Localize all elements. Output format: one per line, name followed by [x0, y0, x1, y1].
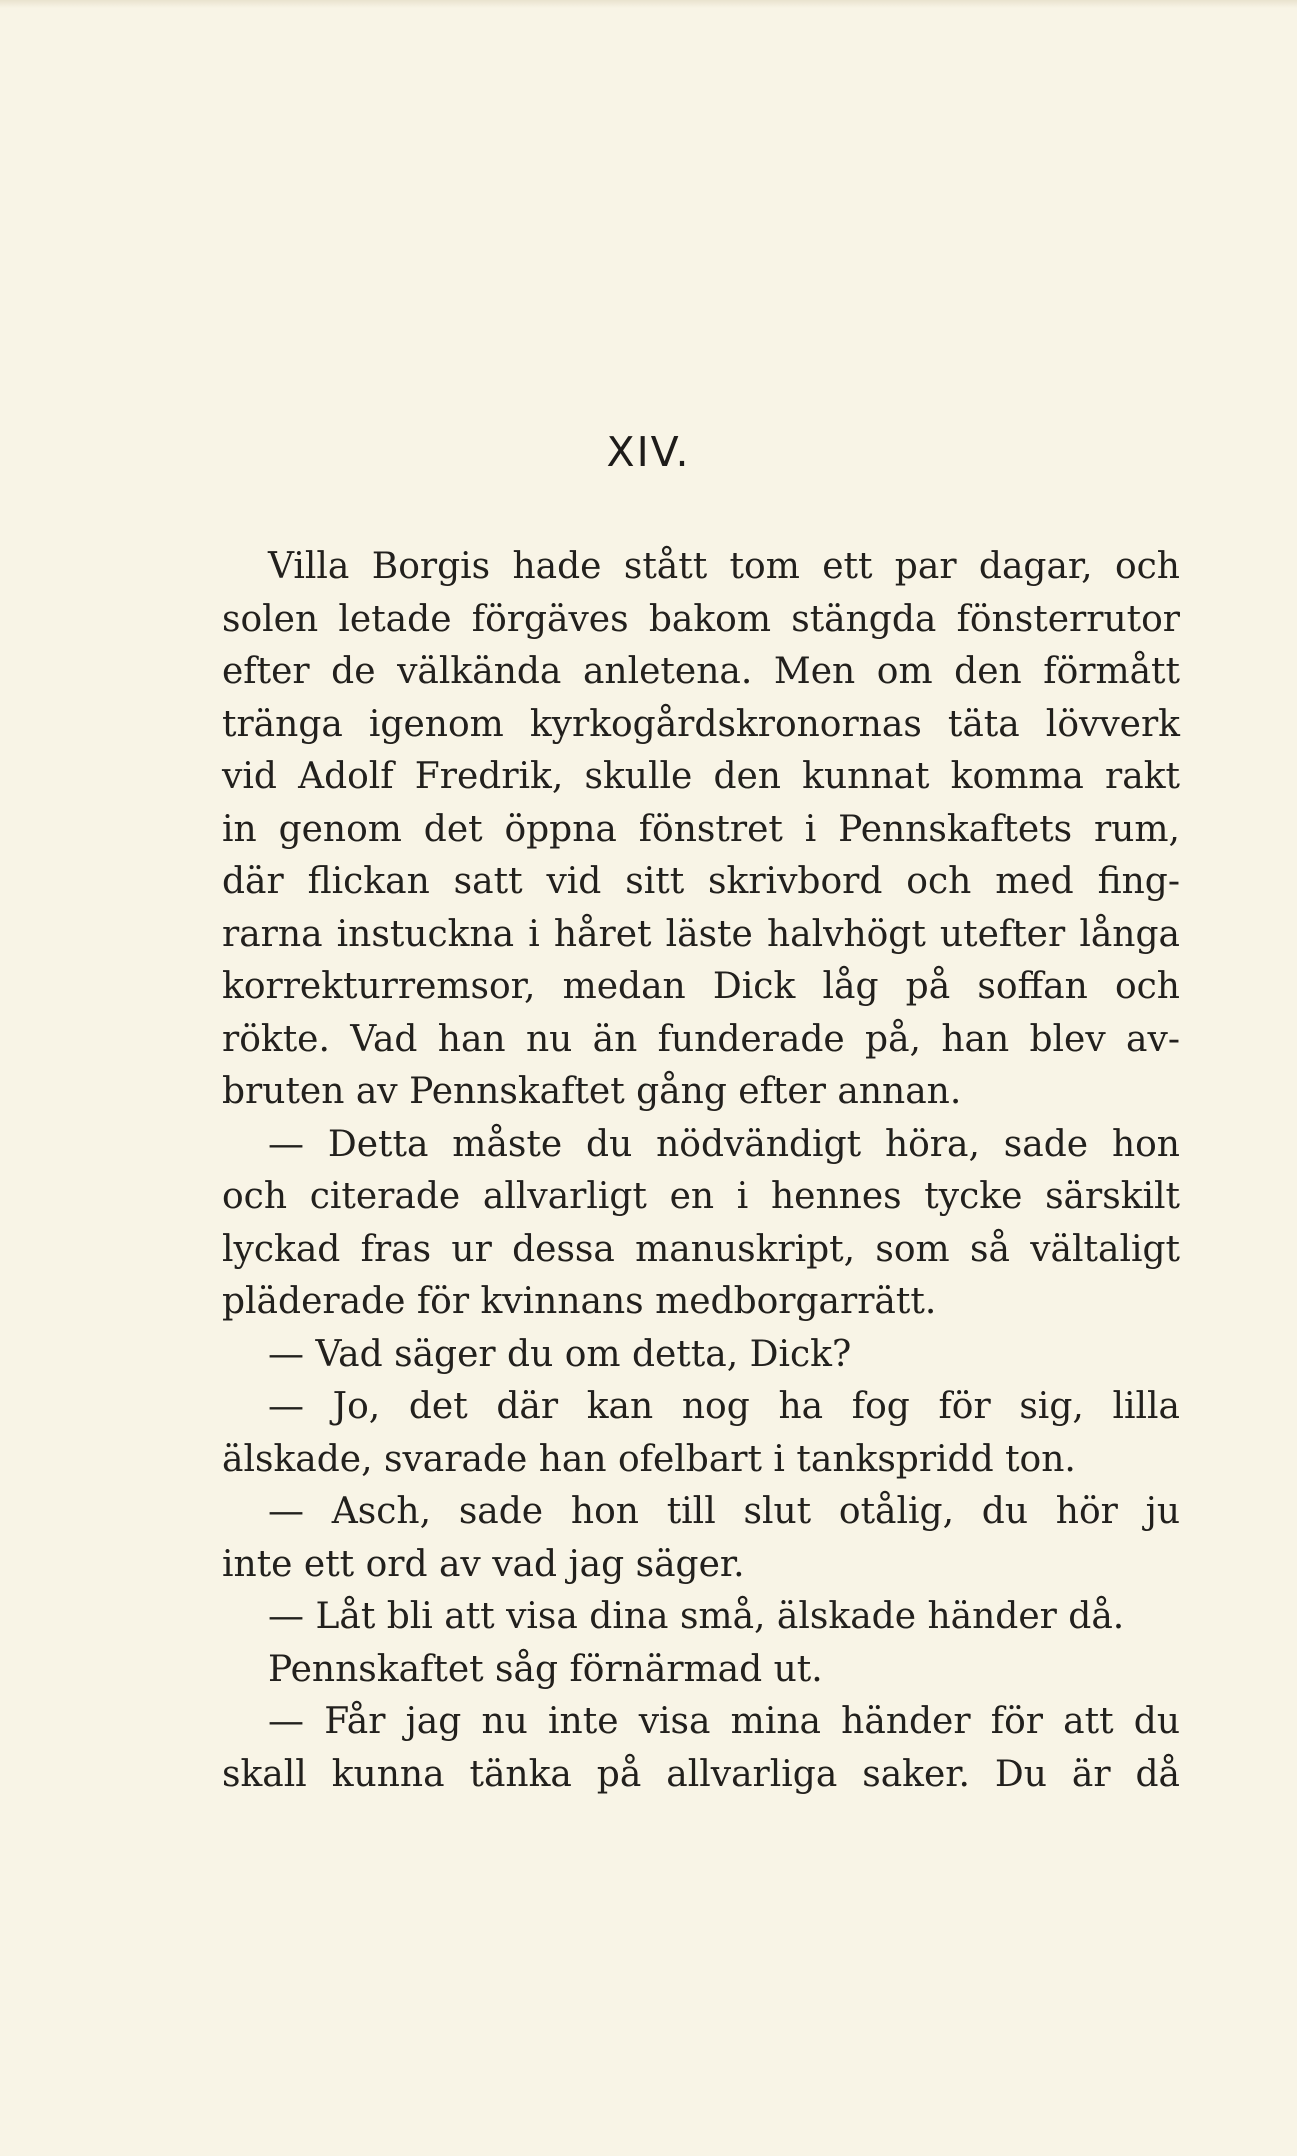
text-line: rarna instuckna i håret läste halvhögt utefter långa [222, 913, 1180, 955]
text-line: solen letade förgäves bakom stängda fönsterrutor [222, 598, 1180, 640]
text-line: — Asch, sade hon till slut otålig, du hör ju [268, 1491, 1180, 1532]
text-line: in genom det öppna fönstret i Pennskaftets rum, [222, 808, 1180, 850]
scan-edge [0, 0, 1297, 8]
text-line: — Får jag nu inte visa mina händer för att du [268, 1701, 1180, 1742]
text-line: pläderade för kvinnans medborgarrätt. [222, 1281, 937, 1322]
text-line: där flickan satt vid sitt skrivbord och med fing- [222, 861, 1180, 902]
text-line: älskade, svarade han ofelbart i tankspridd ton. [222, 1438, 1076, 1480]
text-line: vid Adolf Fredrik, skulle den kunnat komma rakt [222, 756, 1180, 797]
text-line: efter de välkända anletena. Men om den förmått [222, 651, 1180, 692]
text-line: och citerade allvarligt en i hennes tycke särskilt [222, 1176, 1180, 1217]
text-line: tränga igenom kyrkogårdskronornas täta lövverk [222, 703, 1180, 745]
text-line: Pennskaftet såg förnärmad ut. [268, 1648, 823, 1690]
text-line: korrekturremsor, medan Dick låg på soffan och [222, 966, 1180, 1007]
text-line: — Låt bli att visa dina små, älskade händer då. [268, 1596, 1125, 1637]
text-line: inte ett ord av vad jag säger. [222, 1543, 745, 1585]
text-line: skall kunna tänka på allvarliga saker. Du är då [222, 1753, 1180, 1795]
text-line: — Vad säger du om detta, Dick? [268, 1333, 852, 1375]
text-line: Villa Borgis hade stått tom ett par dagar, och [268, 546, 1180, 587]
text-line: rökte. Vad han nu än funderade på, han blev av- [222, 1018, 1180, 1060]
text-line: — Detta måste du nödvändigt höra, sade hon [268, 1123, 1180, 1165]
text-line: lyckad fras ur dessa manuskript, som så vältaligt [222, 1228, 1180, 1270]
text-line: — Jo, det där kan nog ha fog för sig, lilla [268, 1386, 1180, 1427]
text-line: bruten av Pennskaftet gång efter annan. [222, 1071, 962, 1112]
chapter-body-text [222, 541, 1180, 1801]
chapter-heading: XIV. [606, 428, 691, 476]
